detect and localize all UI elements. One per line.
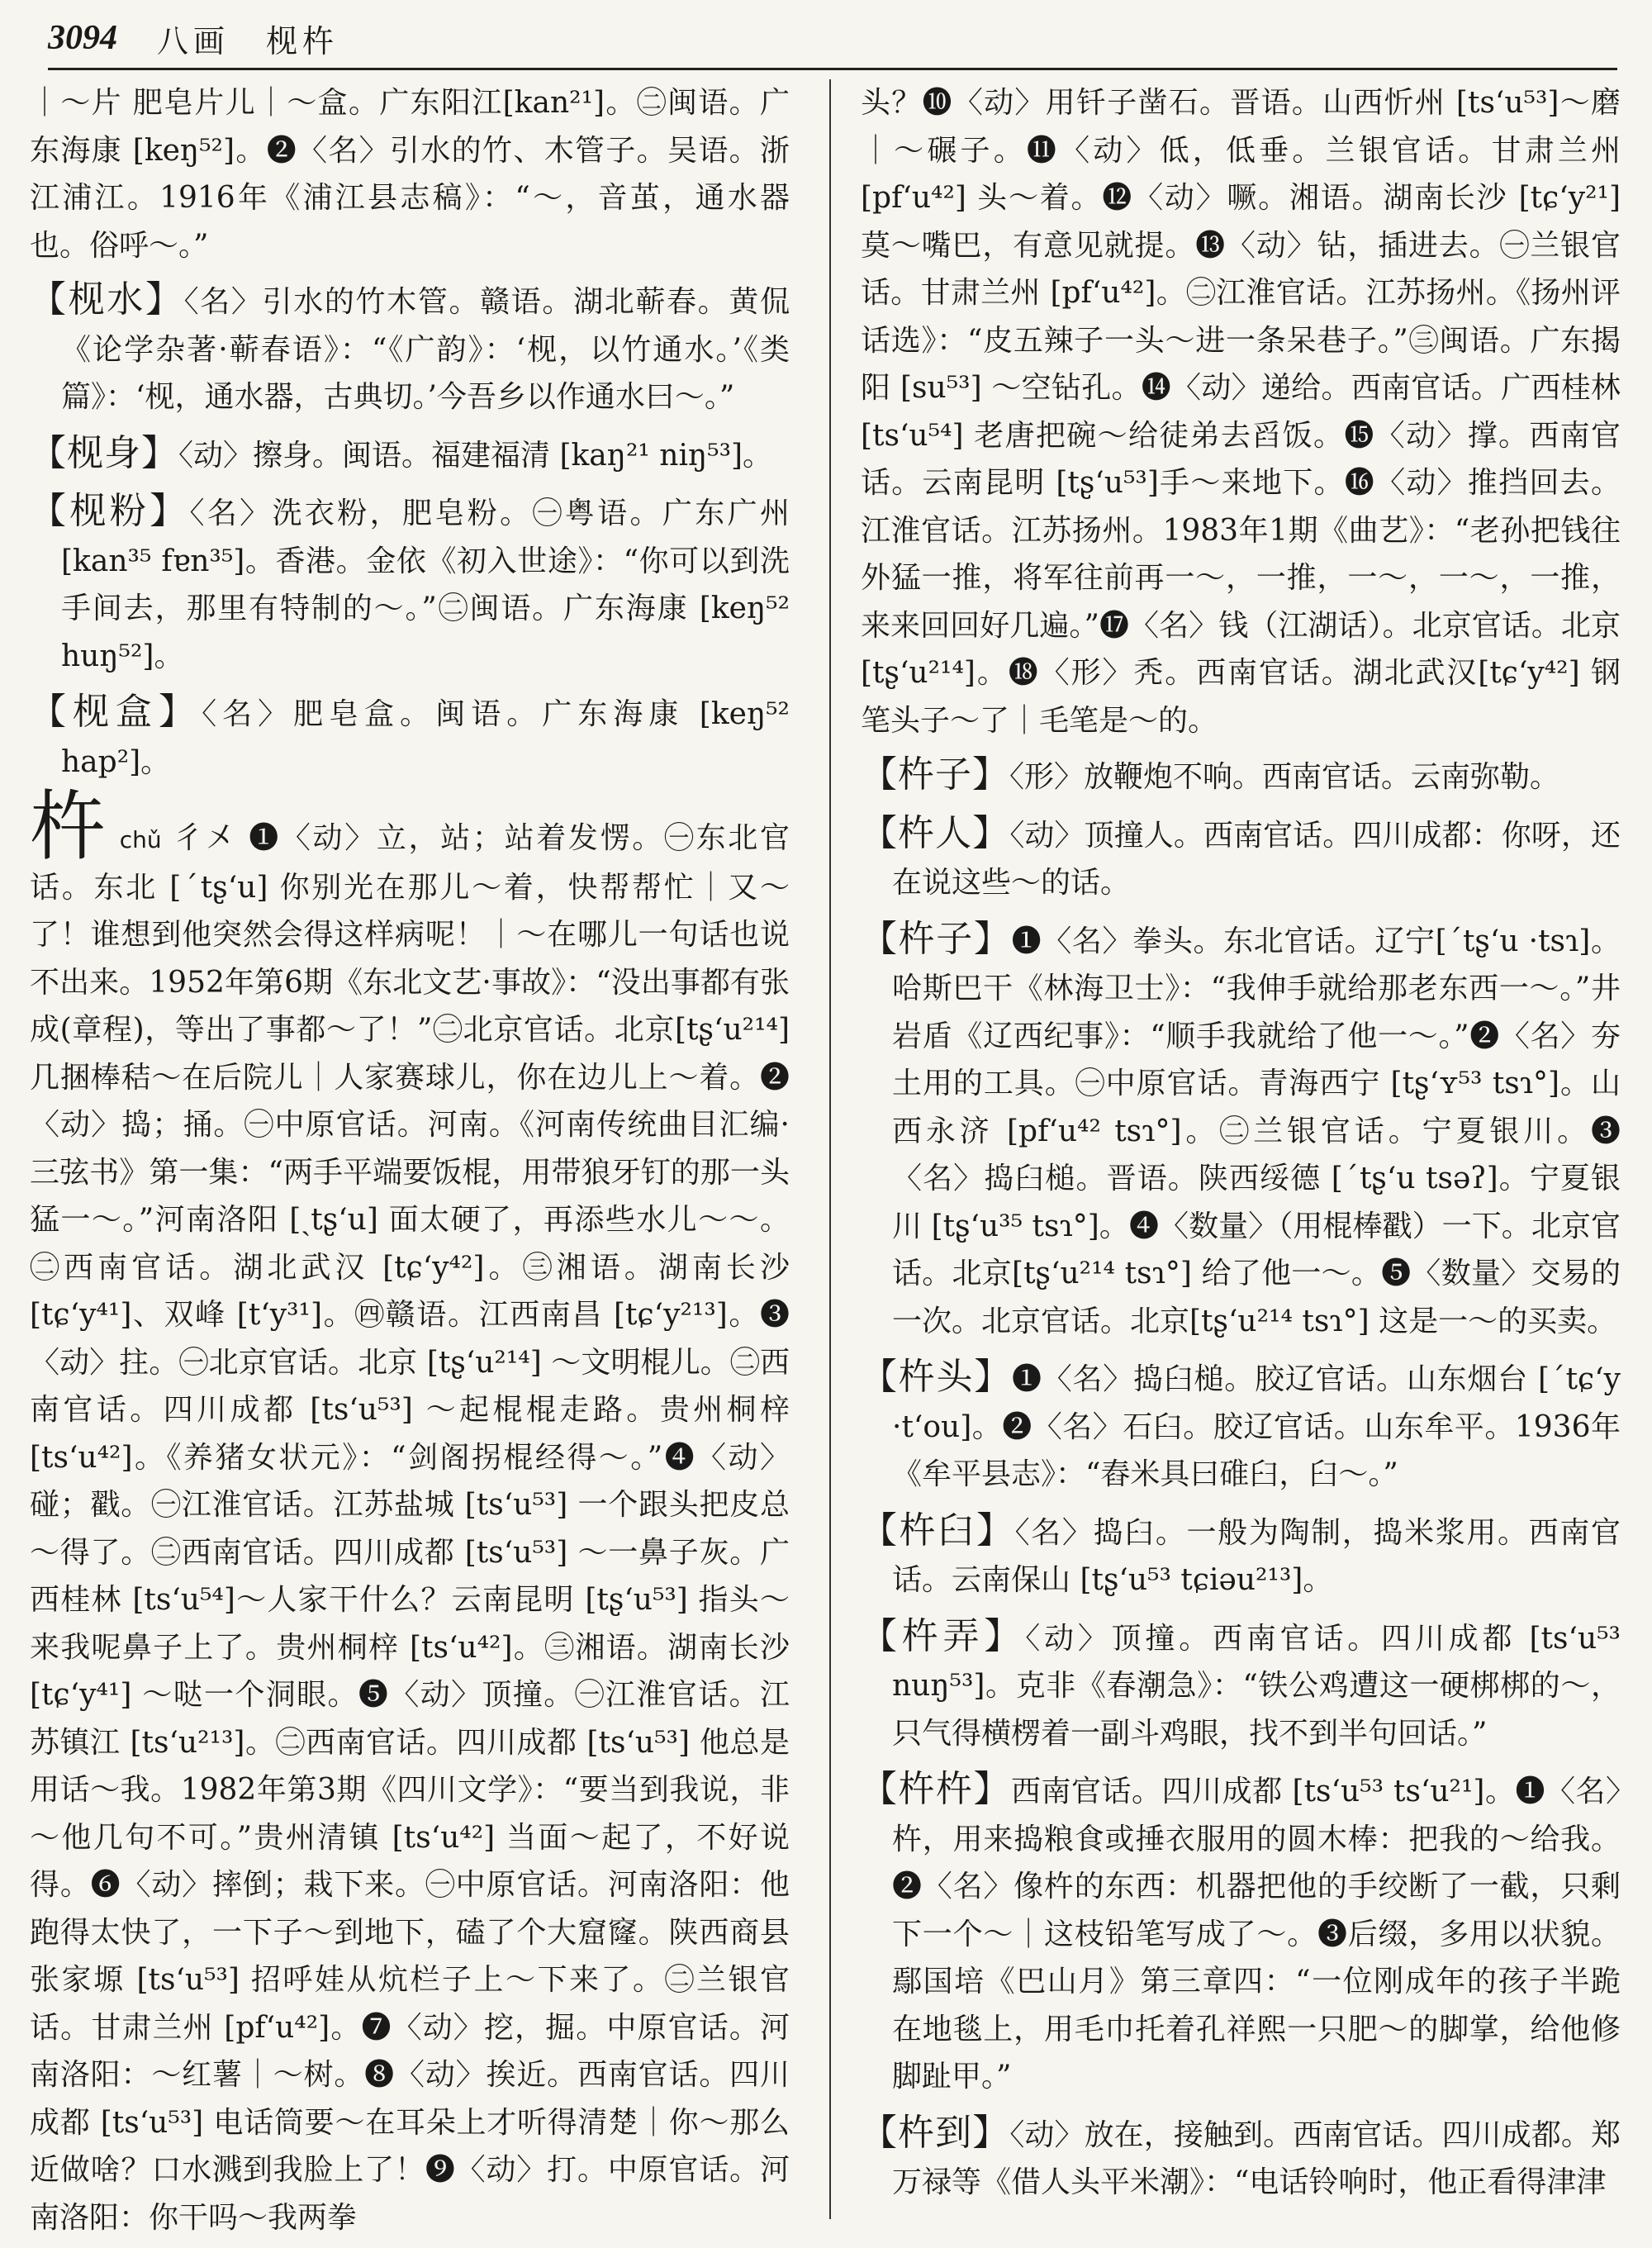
main-headword-char: 杵 (30, 782, 108, 871)
headword: 【枧身】 (30, 431, 178, 474)
entry-chu (30, 782, 790, 2241)
entry-chu-zi-1 (861, 751, 1621, 801)
entry-chu-dao (861, 2109, 1621, 2207)
entry-chu-ren (861, 810, 1621, 907)
entry-chu-jiu (861, 1507, 1621, 1604)
definition: 〈名〉捣臼。一般为陶制，捣米浆用。西南官话。云南保山 [tʂʻu⁵³ tɕiəu²¹³]。 (892, 1515, 1621, 1597)
entry-chu-chu (861, 1766, 1621, 2101)
headword: 【枧盒】 (30, 691, 202, 733)
definition: 〈名〉肥皂盒。闽语。广东海康 [keŋ⁵² hap²]。 (61, 697, 790, 779)
page-number: 3094 (48, 19, 117, 57)
headword: 【杵子】 (861, 917, 1012, 960)
headword: 【杵人】 (861, 811, 1010, 854)
definition: 西南官话。四川成都 [tsʻu⁵³ tsʻu²¹]。❶〈名〉杵，用来捣粮食或捶衣服用的圆木棒：把我的～给我。❷〈名〉像杵的东西：机器把他的手绞断了一截，只剩下一个～｜这枝铅笔写成了～。❸后缀，多用以状貌。鄢国培《巴山月》第三章四：“一位刚成年的孩子半跪在地毯上，用毛巾托着孔祥熙一只肥～的脚掌，给他修脚趾甲。” (892, 1775, 1621, 2094)
entry-chu-tou (861, 1353, 1621, 1499)
pinyin: chǔ (119, 826, 162, 853)
entry-jian-fen (30, 487, 790, 680)
entry-chu-zi-2 (861, 915, 1621, 1346)
definition: 〈形〉放鞭炮不响。西南官话。云南弥勒。 (1009, 760, 1560, 794)
column-divider (829, 79, 831, 2219)
definition: ❶〈名〉拳头。东北官话。辽宁[ˊtʂʻu ·tsɿ]。哈斯巴干《林海卫士》：“我伸手就给那老东西一～。”井岩盾《辽西纪事》：“顺手我就给了他一～。”❷〈名〉夯土用的工具。㊀中原官话。青海西宁 [tʂʻʏ⁵³ tsɿ°]。山西永济 [pfʻu⁴² tsɿ°]。㊁兰银官话。宁夏银川。❸〈名〉捣臼槌。晋语。陕西绥德 [ˊtʂʻu tsəʔ]。宁夏银川 [tʂʻu³⁵ tsɿ°]。❹〈数量〉（用棍棒戳）一下。北京官话。北京[tʂʻu²¹⁴ tsɿ°] 给了他一～。❺〈数量〉交易的一次。北京官话。北京[tʂʻu²¹⁴ tsɿ°] 这是一～的买卖。 (892, 924, 1621, 1338)
right-column (861, 79, 1621, 2215)
entry-chu-nong (861, 1613, 1621, 1758)
page-header (48, 8, 1617, 70)
entry-jian-he (30, 688, 790, 786)
definition: 〈动〉擦身。闽语。福建福清 [kaŋ²¹ niŋ⁵³]。 (178, 438, 773, 473)
zhuyin: 彳㐅 (173, 821, 238, 855)
definition: 〈名〉洗衣粉，肥皂粉。㊀粤语。广东广州 [kan³⁵ fɐn³⁵]。香港。金依《初入世途》：“你可以到洗手间去，那里有特制的～。”㊁闽语。广东海康 [keŋ⁵² huŋ⁵²]。 (61, 497, 790, 673)
continued-entry-text: ｜～片 肥皂片儿｜～盒。广东阳江[kan²¹]。㊁闽语。广东海康 [keŋ⁵²]。❷〈名〉引水的竹、木管子。吴语。浙江浦江。1916年《浦江县志稿》：“～，音茧，通水器也。俗呼～。” (30, 86, 790, 263)
headword: 【枧水】 (30, 278, 184, 321)
definition: 〈动〉放在，接触到。西南官话。四川成都。郑万禄等《借人头平米潮》：“电话铃响时，他正看得津津 (892, 2117, 1621, 2199)
definition: 〈动〉顶撞。西南官话。四川成都 [tsʻu⁵³ nuŋ⁵³]。克非《春潮急》：“铁公鸡遭这一硬梆梆的～，只气得横楞着一副斗鸡眼，找不到半句回话。” (892, 1621, 1621, 1751)
headword: 【杵头】 (861, 1356, 1013, 1398)
entry-jian-shen (30, 430, 790, 480)
headword: 【杵弄】 (861, 1614, 1026, 1657)
headword: 【杵杵】 (861, 1768, 1012, 1810)
running-head: 八画 枧杵 (157, 22, 339, 59)
headword: 【杵子】 (861, 753, 1009, 796)
continued-entry-text: 头？❿〈动〉用钎子凿石。晋语。山西忻州 [tsʻu⁵³]～磨｜～碾子。⓫〈动〉低，低垂。兰银官话。甘肃兰州 [pfʻu⁴²] 头～着。⓬〈动〉噘。湘语。湖南长沙 [tɕʻy²¹] 莫～嘴巴，有意见就提。⓭〈动〉钻，插进去。㊀兰银官话。甘肃兰州 [pfʻu⁴²]。㊁江淮官话。江苏扬州。《扬州评话选》：“皮五辣子一头～进一条呆巷子。”㊂闽语。广东揭阳 [su⁵³] ～空钻孔。⓮〈动〉递给。西南官话。广西桂林 [tsʻu⁵⁴] 老唐把碗～给徒弟去舀饭。⓯〈动〉撑。西南官话。云南昆明 [tʂʻu⁵³]手～来地下。⓰〈动〉推挡回去。江淮官话。江苏扬州。1983年1期《曲艺》：“老孙把钱往外猛一推，将军往前再一～，一推，一～，一～，一推，来来回回好几遍。”⓱〈名〉钱（江湖话）。北京官话。北京[tʂʻu²¹⁴]。⓲〈形〉秃。西南官话。湖北武汉[tɕʻy⁴²] 钢笔头子～了｜毛笔是～的。 (861, 86, 1621, 738)
definition: ❶〈名〉捣臼槌。胶辽官话。山东烟台 [ˊtɕʻy ·tʻou]。❷〈名〉石臼。胶辽官话。山东牟平。1936年《牟平县志》：“舂米具曰碓臼，臼～。” (892, 1362, 1621, 1491)
definition: 〈名〉引水的竹木管。赣语。湖北蕲春。黄侃《论学杂著·蕲春语》：“《广韵》：‘枧，以竹通水。’《类篇》：‘枧，通水器，古典切。’今吾乡以作通水曰～。” (61, 285, 790, 414)
headword: 【杵到】 (861, 2111, 1010, 2154)
definition: ❶〈动〉立，站；站着发愣。㊀东北官话。东北 [ˊtʂʻu] 你别光在那儿～着，快帮帮忙｜又～了！谁想到他突然会得这样病呢！｜～在哪儿一句话也说不出来。1952年第6期《东北文艺·事故》：“没出事都有张成(章程)，等出了事都～了！”㊁北京官话。北京[tʂʻu²¹⁴]几捆棒秸～在后院儿｜人家赛球儿，你在边儿上～着。❷〈动〉捣；捅。㊀中原官话。河南。《河南传统曲目汇编·三弦书》第一集：“两手平端要饭棍，用带狼牙钉的那一头猛一～。”河南洛阳 [ˏtʂʻu] 面太硬了，再添些水儿～～。㊁西南官话。湖北武汉 [tɕʻy⁴²]。㊂湘语。湖南长沙 [tɕʻy⁴¹]、双峰 [tʻy³¹]。㊃赣语。江西南昌 [tɕʻy²¹³]。❸〈动〉拄。㊀北京官话。北京 [tʂʻu²¹⁴] ～文明棍儿。㊁西南官话。四川成都 [tsʻu⁵³] ～起棍棍走路。贵州桐梓 [tsʻu⁴²]。《养猪女状元》：“剑阁拐棍经得～。”❹〈动〉碰；戳。㊀江淮官话。江苏盐城 [tsʻu⁵³] 一个跟头把皮总～得了。㊁西南官话。四川成都 [tsʻu⁵³] ～一鼻子灰。广西桂林 [tsʻu⁵⁴]～人家干什么？云南昆明 [tʂʻu⁵³] 指头～来我呢鼻子上了。贵州桐梓 [tsʻu⁴²]。㊂湘语。湖南长沙 [tɕʻy⁴¹] ～哒一个洞眼。❺〈动〉顶撞。㊀江淮官话。江苏镇江 [tsʻu²¹³]。㊁西南官话。四川成都 [tsʻu⁵³] 他总是用话～我。1982年第3期《四川文学》：“要当到我说，非～他几句不可。”贵州清镇 [tsʻu⁴²] 当面～起了，不好说得。❻〈动〉摔倒；栽下来。㊀中原官话。河南洛阳：他跑得太快了，一下子～到地下，磕了个大窟窿。陕西商县张家塬 [tsʻu⁵³] 招呼娃从炕栏子上～下来了。㊁兰银官话。甘肃兰州 [pfʻu⁴²]。❼〈动〉挖，掘。中原官话。河南洛阳：～红薯｜～树。❽〈动〉挨近。西南官话。四川成都 [tsʻu⁵³] 电话筒要～在耳朵上才听得清楚｜你～那么近做啥？口水溅到我脸上了！❾〈动〉打。中原官话。河南洛阳：你干吗～我两拳 (30, 821, 790, 2235)
entry-jian-shui (30, 276, 790, 421)
definition: 〈动〉顶撞人。西南官话。四川成都：你呀，还在说这些～的话。 (892, 818, 1621, 900)
headword: 【杵臼】 (861, 1509, 1015, 1552)
left-column (30, 79, 790, 2248)
headword: 【枧粉】 (30, 490, 190, 532)
